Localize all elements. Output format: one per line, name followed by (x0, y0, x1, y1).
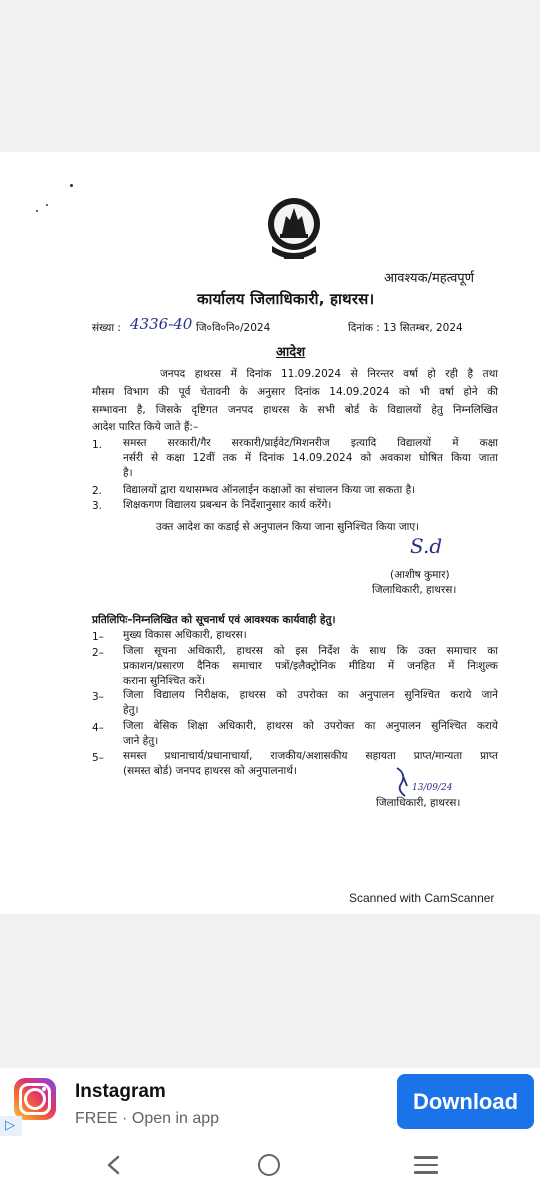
recent-apps-icon[interactable] (414, 1156, 438, 1174)
initials-mark-icon (393, 764, 411, 800)
scan-speck (70, 184, 73, 187)
copy-item-line: मुख्य विकास अधिकारी, हाथरस। (123, 629, 247, 641)
order-heading: आदेश (276, 345, 306, 360)
instagram-logo-icon[interactable] (14, 1078, 56, 1120)
scanner-watermark: Scanned with CamScanner (349, 891, 495, 905)
reference-number-prefix: संख्या : (92, 322, 121, 334)
scan-speck (36, 210, 38, 212)
copy-item-line: समस्त प्रधानाचार्य/प्रधानाचार्या, राजकीय/अशासकीय सहायता प्राप्त/मान्यता प्राप्त (123, 750, 498, 762)
order-item-line: शिक्षकगण विद्यालय प्रबन्धन के निर्देशानुसार कार्य करेंगे। (123, 499, 332, 511)
intro-line: आदेश पारित किये जाते हैं:– (92, 421, 199, 433)
ad-subtitle: FREE · Open in app (75, 1110, 220, 1127)
order-item-line: विद्यालयों द्वारा यथासम्भव ऑनलाईन कक्षाओं का संचालन किया जा सकता है। (123, 484, 416, 496)
order-item-number: 1. (92, 439, 103, 451)
copy-item-line: जिला विद्यालय निरीक्षक, हाथरस को उपरोक्त का अनुपालन सुनिश्चित कराये जाने (123, 689, 498, 701)
office-title: कार्यालय जिलाधिकारी, हाथरस। (197, 290, 375, 308)
document-date: दिनांक : 13 सितम्बर, 2024 (348, 322, 463, 334)
order-item-number: 2. (92, 485, 103, 497)
top-blank-area (0, 0, 540, 152)
second-signature-date: 13/09/24 (412, 783, 453, 793)
copy-item-number: 5– (92, 752, 104, 764)
compliance-line: उक्त आदेश का कडाई से अनुपालन किया जाना सुनिश्चित किया जाए। (156, 521, 420, 533)
copy-item-line: जिला बेसिक शिक्षा अधिकारी, हाथरस को उपरोक्त का अनुपालन सुनिश्चित कराये (123, 720, 498, 732)
scanned-document (0, 152, 540, 914)
order-item-number: 3. (92, 500, 103, 512)
chevron-left-icon[interactable] (104, 1155, 124, 1175)
order-item-line: है। (123, 467, 133, 479)
copy-item-number: 1– (92, 631, 104, 643)
app-ad-banner[interactable] (0, 1068, 540, 1136)
copy-item-line: हेतु। (123, 704, 139, 716)
intro-line: जनपद हाथरस में दिनांक 11.09.2024 से निरन्तर वर्षा हो रही है तथा (160, 368, 498, 380)
scan-speck (46, 204, 48, 206)
signatory-title: जिलाधिकारी, हाथरस। (372, 584, 457, 596)
intro-line: मौसम विभाग की पूर्व चेतावनी के अनुसार दिनांक 14.09.2024 को भी वर्षा होने की (92, 386, 498, 398)
order-item-line: नर्सरी से कक्षा 12वीं तक में दिनांक 14.09.2024 को अवकाश घोषित किया जाता (123, 452, 498, 464)
circle-home-icon[interactable] (258, 1154, 280, 1176)
copy-heading: प्रतिलिपिः–निम्नलिखित को सूचनार्थ एवं आवश्यक कार्यवाही हेतु। (92, 614, 336, 626)
reference-number-suffix: जि०वि०नि०/2024 (196, 322, 271, 334)
system-navigation-bar (0, 1136, 540, 1194)
adchoices-icon[interactable]: ▷ (0, 1116, 22, 1136)
copy-item-number: 2– (92, 647, 104, 659)
government-emblem-icon (262, 194, 326, 272)
priority-label: आवश्यक/महत्वपूर्ण (384, 271, 475, 286)
signatory-name: (आशीष कुमार) (390, 569, 450, 581)
signature: S.d (410, 534, 443, 558)
copy-item-line: प्रकाशन/प्रसारण दैनिक समाचार पत्रों/इलैक्ट्रोनिक मीडिया में जनहित में निःशुल्क (123, 660, 498, 672)
copy-item-line: (समस्त बोर्ड) जनपद हाथरस को अनुपालनार्थ। (123, 765, 297, 777)
copy-item-line: कराना सुनिश्चित करें। (123, 675, 206, 687)
copy-item-line: जाने हेतु। (123, 735, 159, 747)
ad-app-name[interactable]: Instagram (75, 1081, 166, 1102)
copy-item-number: 3– (92, 691, 104, 703)
second-signatory-title: जिलाधिकारी, हाथरस। (376, 797, 461, 809)
reference-number-handwritten: 4336-40 (130, 315, 193, 333)
bottom-blank-area (0, 914, 540, 1068)
download-button[interactable]: Download (397, 1074, 534, 1129)
copy-item-line: जिला सूचना अधिकारी, हाथरस को इस निर्देश के साथ कि उक्त समाचार का (123, 645, 498, 657)
copy-item-number: 4– (92, 722, 104, 734)
intro-line: सम्भावना है, जिसके दृष्टिगत जनपद हाथरस के सभी बोर्ड के विद्यालयों हेतु निम्नलिखित (92, 404, 498, 416)
order-item-line: समस्त सरकारी/गैर सरकारी/प्राईवेट/मिशनरीज इत्यादि विद्यालयों में कक्षा (123, 437, 498, 449)
